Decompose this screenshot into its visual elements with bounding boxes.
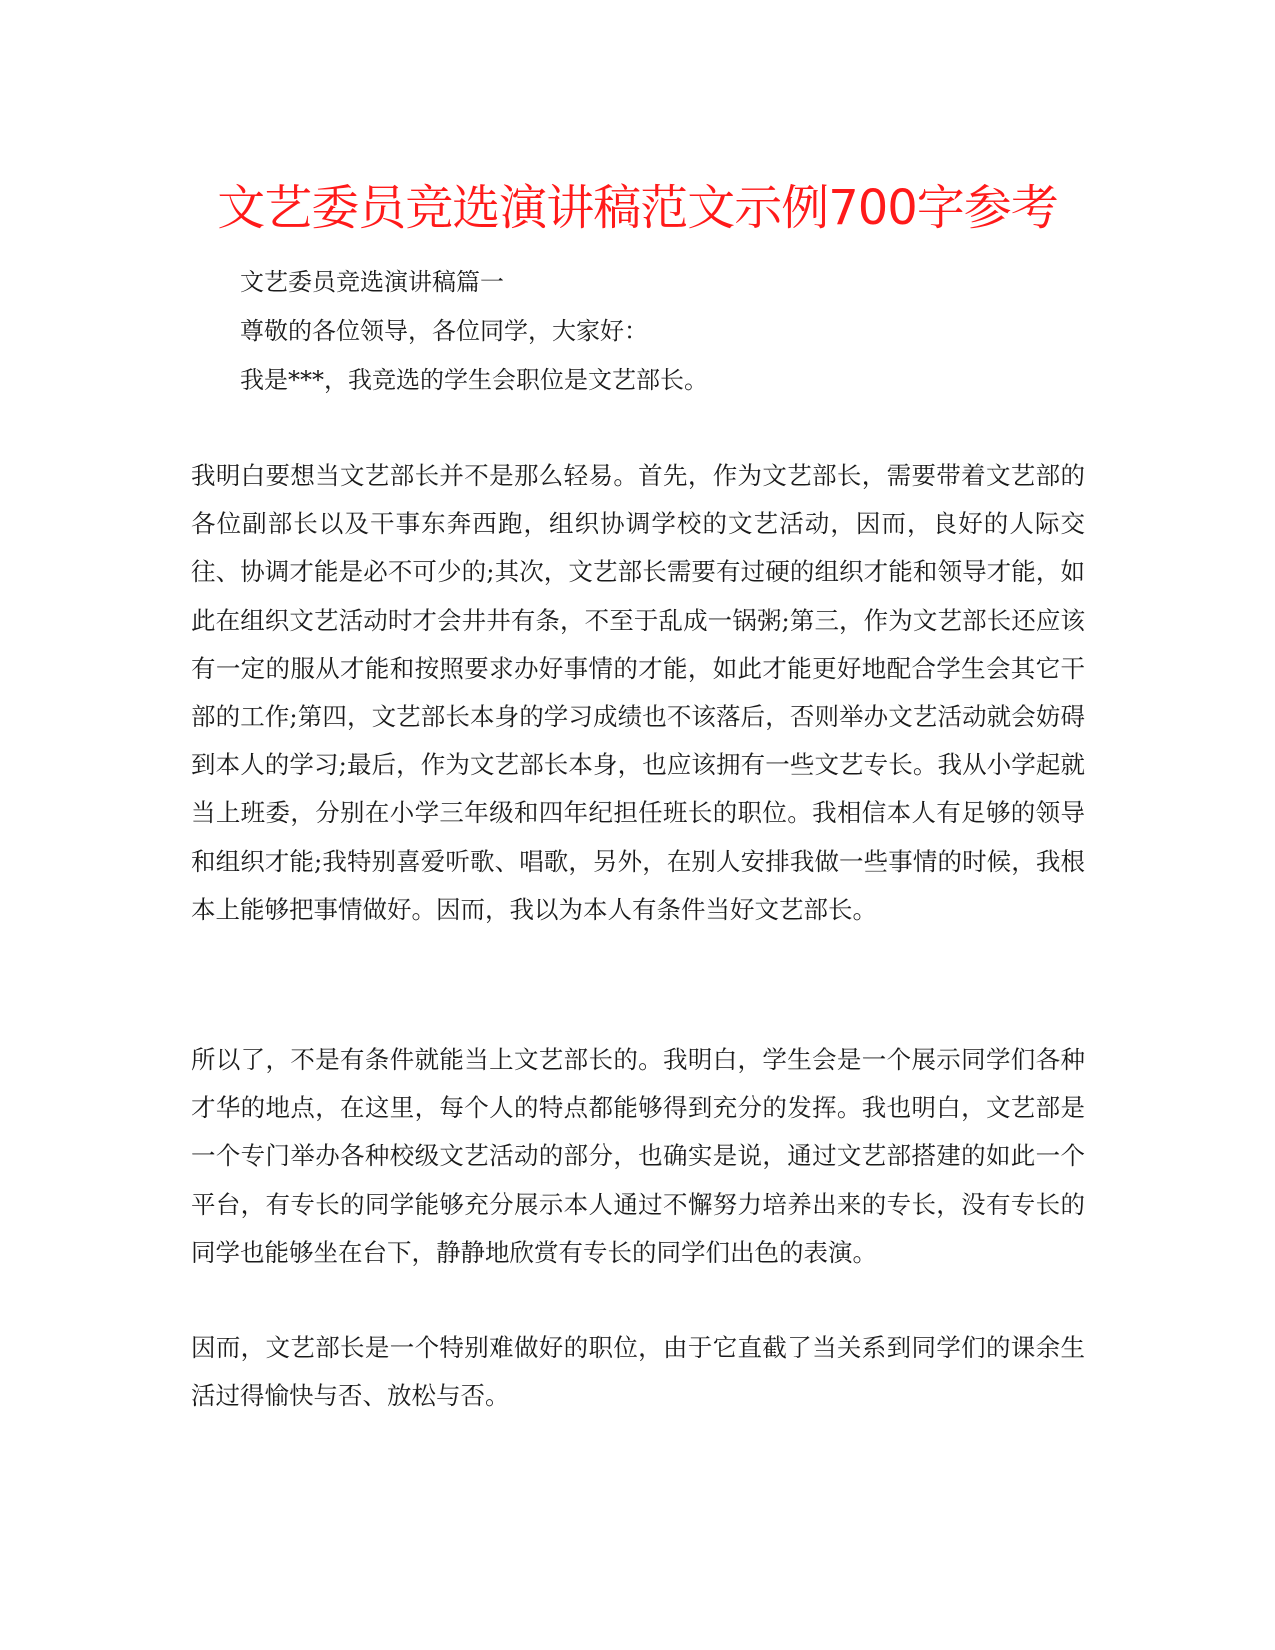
body-paragraph-3 [191, 1324, 1085, 1420]
intro-block [240, 258, 1100, 405]
greeting-line: 尊敬的各位领导，各位同学，大家好： [240, 317, 648, 345]
body-paragraph-2 [191, 1036, 1085, 1277]
section-heading: 文艺委员竞选演讲稿篇一 [240, 268, 504, 296]
paragraph-text: 所以了，不是有条件就能当上文艺部长的。我明白，学生会是一个展示同学们各种才华的地点，在这里，每个人的特点都能够得到充分的发挥。我也明白，文艺部是一个专门举办各种校级文艺活动的部分，也确实是说，通过文艺部搭建的如此一个平台，有专长的同学能够充分展示本人通过不懈努力培养出来的专长，没有专长的同学也能够坐在台下，静静地欣赏有专长的同学们出色的表演。 [191, 1045, 1085, 1267]
paragraph-text: 因而，文艺部长是一个特别难做好的职位，由于它直截了当关系到同学们的课余生活过得愉快与否、放松与否。 [191, 1333, 1085, 1411]
document-title: 文艺委员竞选演讲稿范文示例700字参考 [217, 180, 1058, 236]
self-introduction-line: 我是***，我竞选的学生会职位是文艺部长。 [240, 366, 708, 394]
paragraph-text: 我明白要想当文艺部长并不是那么轻易。首先，作为文艺部长，需要带着文艺部的各位副部长以及干事东奔西跑，组织协调学校的文艺活动，因而，良好的人际交往、协调才能是必不可少的;其次，文艺部长需要有过硬的组织才能和领导才能，如此在组织文艺活动时才会井井有条，不至于乱成一锅粥;第三，作为文艺部长还应该有一定的服从才能和按照要求办好事情的才能，如此才能更好地配合学生会其它干部的工作;第四，文艺部长本身的学习成绩也不该落后，否则举办文艺活动就会妨碍到本人的学习;最后，作为文艺部长本身，也应该拥有一些文艺专长。我从小学起就当上班委，分别在小学三年级和四年纪担任班长的职位。我相信本人有足够的领导和组织才能;我特别喜爱听歌、唱歌，另外，在别人安排我做一些事情的时候，我根本上能够把事情做好。因而，我以为本人有条件当好文艺部长。 [191, 461, 1085, 924]
body-paragraph-1 [191, 452, 1085, 934]
